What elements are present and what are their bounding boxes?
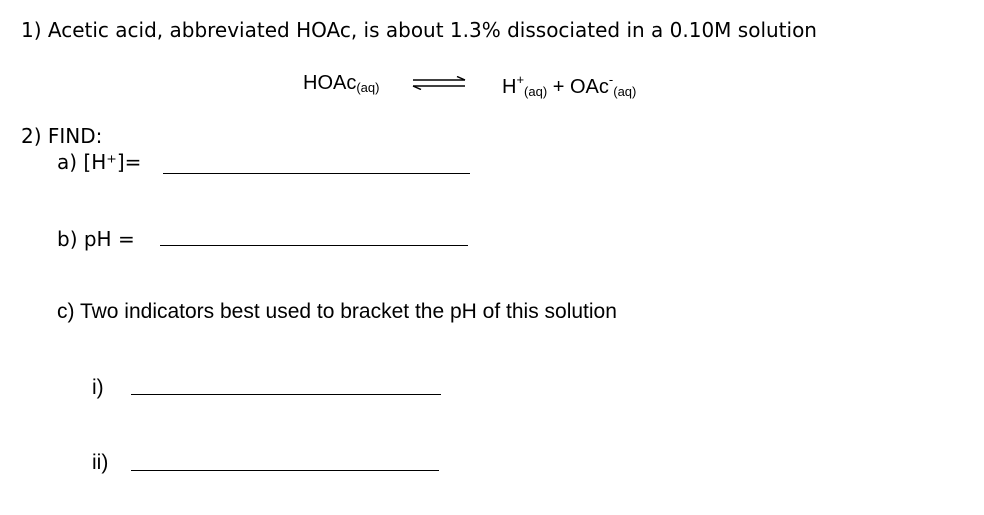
equation-products (502, 72, 636, 99)
product-h-formula: H (502, 76, 517, 98)
part-c-ii-label: ii) (92, 451, 109, 474)
part-c-label: c) Two indicators best used to bracket the pH of this solution (57, 300, 617, 323)
part-a-label: a) [H⁺]= (57, 150, 142, 174)
part-c-ii-answer-line[interactable] (131, 470, 439, 471)
question-2-heading: 2) FIND: (21, 124, 103, 148)
product-oac-state: (aq) (613, 84, 637, 99)
product-h-state: (aq) (524, 84, 548, 99)
equation-reactant (303, 72, 379, 95)
part-b-answer-line[interactable] (160, 245, 468, 246)
equilibrium-arrows-icon (411, 76, 467, 90)
part-a-answer-line[interactable] (163, 173, 470, 174)
product-oac-formula: OAc (569, 76, 609, 98)
product-oac-charge: - (608, 72, 614, 87)
question-1-text: 1) Acetic acid, abbreviated HOAc, is about 1.3% dissociated in a 0.10M solution (21, 18, 817, 42)
part-c-i-label: i) (92, 376, 104, 399)
reactant-state: (aq) (356, 80, 380, 95)
part-c-i-answer-line[interactable] (131, 394, 441, 395)
part-b-label: b) pH = (57, 227, 135, 251)
plus-sign: + (552, 76, 565, 98)
product-h-charge: + (516, 72, 525, 87)
reactant-formula: HOAc (303, 72, 357, 94)
